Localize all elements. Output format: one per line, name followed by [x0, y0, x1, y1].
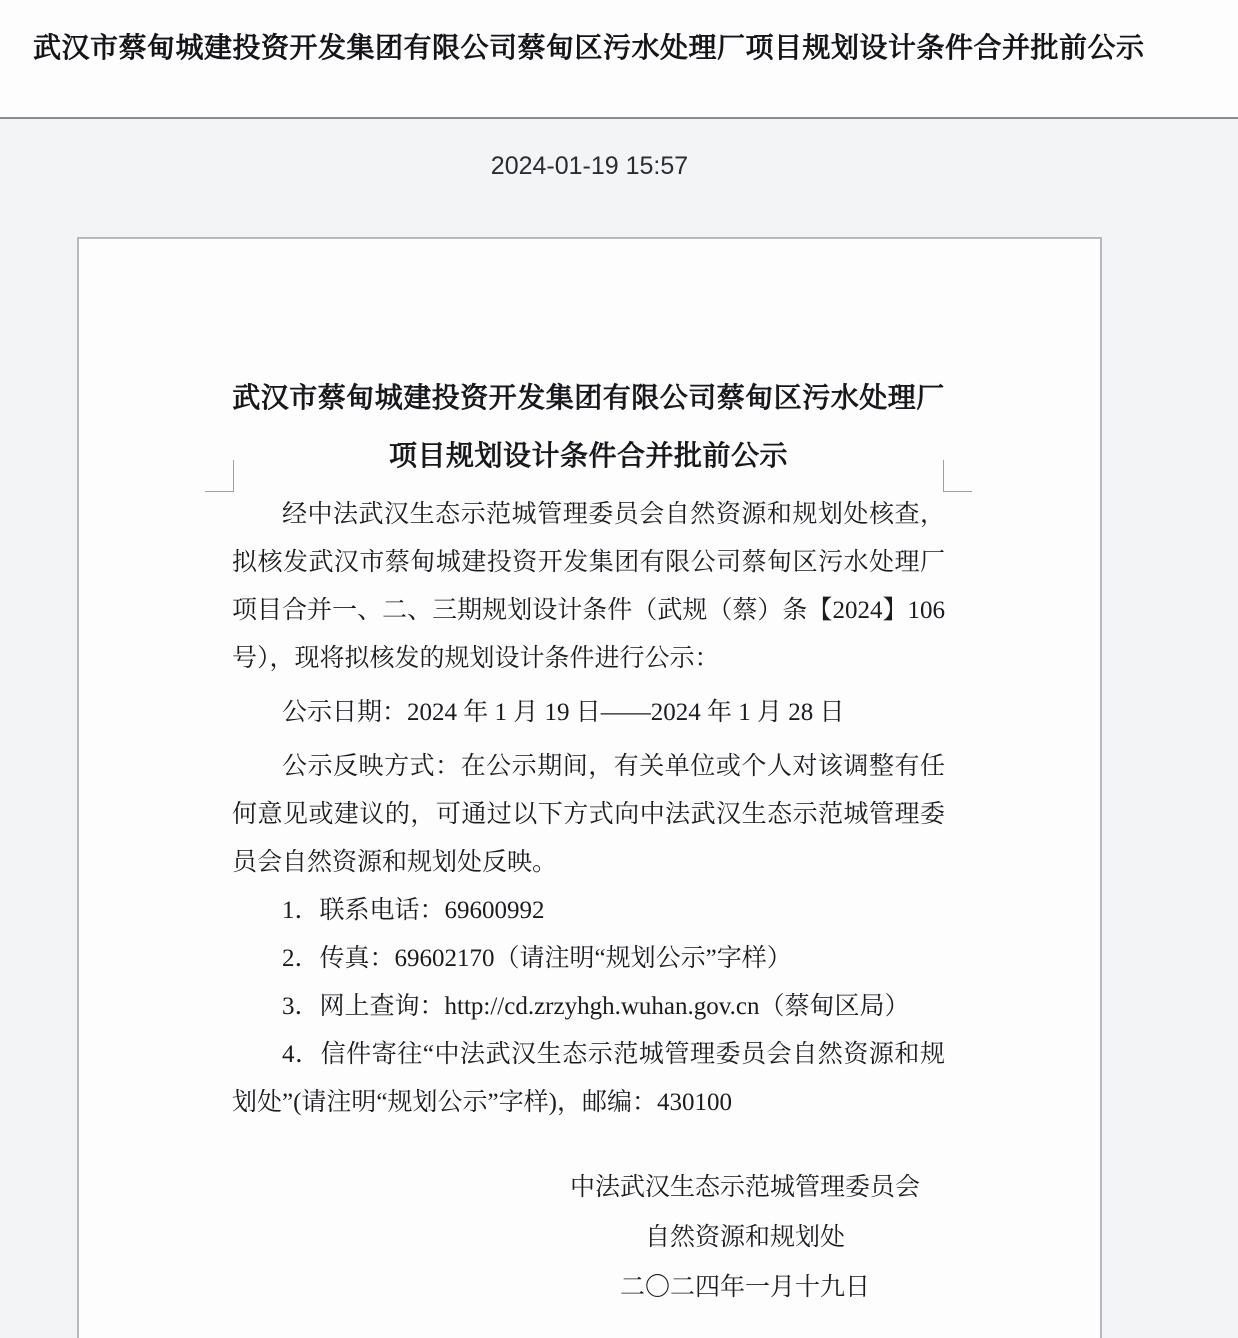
document-title-line1: 武汉市蔡甸城建投资开发集团有限公司蔡甸区污水处理厂	[232, 382, 945, 413]
document-page	[77, 237, 1102, 1338]
list-item-mail: 4．信件寄往“中法武汉生态示范城管理委员会自然资源和规划处”(请注明“规划公示”字样)，邮编：430100	[232, 1041, 945, 1116]
list-item-phone: 1．联系电话：69600992	[282, 897, 545, 924]
signature-block	[555, 1163, 935, 1313]
paragraph-review-note: 经中法武汉生态示范城管理委员会自然资源和规划处核查，拟核发武汉市蔡甸城建投资开发集团有限公司蔡甸区污水处理厂项目合并一、二、三期规划设计条件（武规（蔡）条【2024】106 号），现将拟核发的规划设计条件进行公示：	[232, 501, 945, 672]
header-bar	[0, 0, 1238, 119]
document-text-area	[232, 369, 945, 1313]
document-body	[232, 491, 945, 1127]
margin-corner-mark-left	[205, 460, 234, 492]
signature-org-line1: 中法武汉生态示范城管理委员会	[569, 1174, 920, 1201]
paragraph-feedback-methods: 公示反映方式：在公示期间，有关单位或个人对该调整有任何意见或建议的，可通过以下方式向中法武汉生态示范城管理委员会自然资源和规划处反映。	[232, 753, 945, 876]
list-item-fax: 2．传真：69602170（请注明“规划公示”字样）	[282, 945, 792, 972]
paragraph-publicity-dates: 公示日期：2024 年 1 月 19 日——2024 年 1 月 28 日	[282, 699, 845, 726]
signature-org-line2: 自然资源和规划处	[644, 1224, 845, 1251]
document-title-line2: 项目规划设计条件合并批前公示	[388, 440, 788, 471]
margin-corner-mark-right	[943, 460, 972, 492]
document-title	[232, 369, 945, 485]
signature-date: 二〇二四年一月十九日	[619, 1274, 870, 1301]
list-item-website: 3．网上查询：http://cd.zrzyhgh.wuhan.gov.cn（蔡甸区局）	[282, 993, 910, 1020]
publish-timestamp: 2024-01-19 15:57	[490, 152, 689, 180]
page-title: 武汉市蔡甸城建投资开发集团有限公司蔡甸区污水处理厂项目规划设计条件合并批前公示	[33, 32, 1145, 63]
